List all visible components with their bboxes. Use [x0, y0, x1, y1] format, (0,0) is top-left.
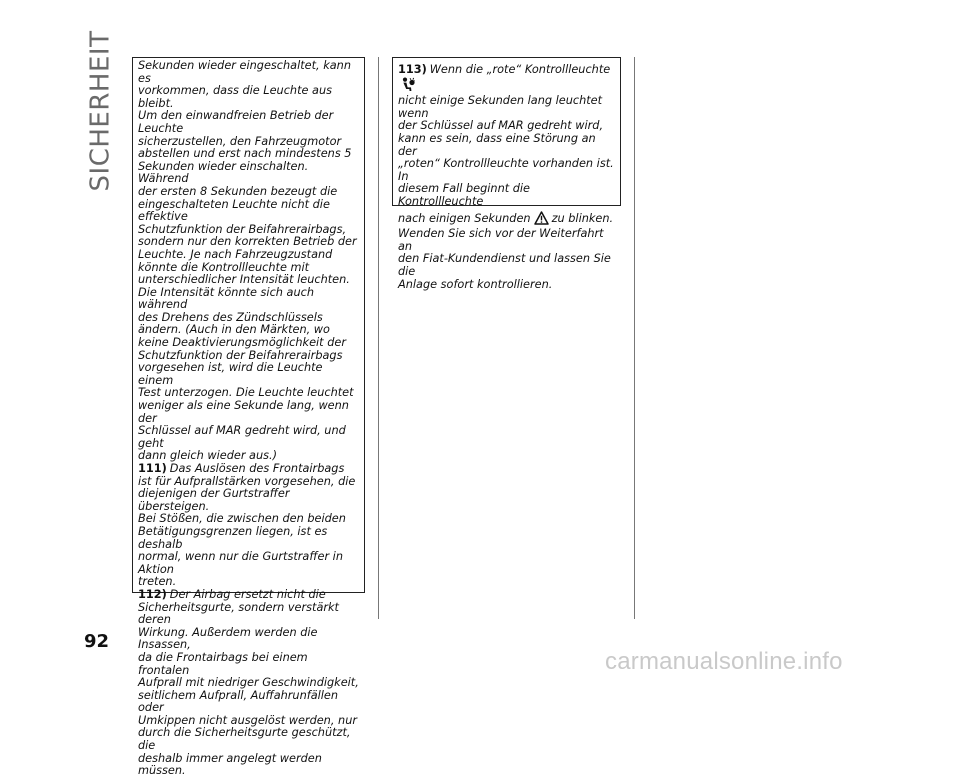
- note-112-body: [138, 602, 359, 778]
- column-divider-left: [378, 57, 379, 619]
- note-111-first-line: 111) Das Auslösen des Frontairbags: [138, 462, 345, 475]
- left-text-box: [132, 57, 365, 778]
- text-line: deshalb immer angelegt werden müssen.: [138, 751, 322, 778]
- section-title: [82, 30, 118, 192]
- page-number: 92: [84, 631, 110, 652]
- text-line: abstellen und erst nach mindestens 5: [138, 147, 352, 161]
- text-line: Sekunden wieder eingeschaltet, kann es: [138, 59, 352, 85]
- text-line: der Schlüssel auf MAR gedreht wird,: [398, 119, 604, 133]
- text-line: normal, wenn nur die Gurtstraffer in Aktion: [138, 550, 343, 576]
- note-111-body: [138, 476, 359, 589]
- text-line: sondern nur den korrekten Betrieb der: [138, 235, 357, 249]
- text-line: Schutzfunktion der Beifahrerairbags,: [138, 222, 347, 236]
- text-line: seitlichem Aufprall, Auffahrunfällen oder: [138, 688, 339, 715]
- right-text-box: [392, 57, 621, 291]
- text-line: „roten“ Kontrollleuchte vorhanden ist. In: [398, 157, 614, 183]
- note-113-closing: [398, 228, 615, 291]
- text-line: vorgesehen ist, wird die Leuchte einem: [138, 361, 323, 387]
- airbag-warning-icon: [401, 77, 415, 96]
- section-title-text: SICHERHEIT: [85, 30, 115, 192]
- note-112-number: 112): [138, 587, 167, 601]
- text-line: keine Deaktivierungsmöglichkeit der: [138, 336, 346, 350]
- text-line: den Fiat-Kundendienst und lassen Sie die: [398, 252, 611, 278]
- text-line: nicht einige Sekunden lang leuchtet wenn: [398, 94, 603, 120]
- note-113-first-line: 113) Wenn die „rote“ Kontrollleuchte: [398, 64, 615, 95]
- text-line: Um den einwandfreien Betrieb der Leuchte: [138, 109, 334, 135]
- intro-paragraph: [138, 60, 359, 463]
- text-line: durch die Sicherheitsgurte geschützt, die: [138, 726, 351, 753]
- note-111-number: 111): [138, 462, 167, 475]
- text-line: Sicherheitsgurte, sondern verstärkt deren: [138, 600, 339, 627]
- text-line: diejenigen der Gurtstraffer übersteigen.: [138, 487, 290, 513]
- text-line: treten.: [138, 575, 177, 589]
- text-line: vorkommen, dass die Leuchte aus bleibt.: [138, 84, 333, 110]
- text-line: Aufprall mit niedriger Geschwindigkeit,: [138, 676, 359, 690]
- text-line: eingeschalteten Leuchte nicht die effektive: [138, 197, 330, 224]
- watermark: carmanualsonline.info: [605, 648, 843, 675]
- text-line: kann es sein, dass eine Störung an der: [398, 131, 596, 158]
- text-line: Sekunden wieder einschalten. Während: [138, 159, 309, 186]
- text-line: Wirkung. Außerdem werden die Insassen,: [138, 625, 318, 652]
- text-line: unterschiedlicher Intensität leuchten.: [138, 273, 350, 287]
- text-line: Wenden Sie sich vor der Weiterfahrt an: [398, 227, 604, 253]
- text-line: Leuchte. Je nach Fahrzeugzustand: [138, 247, 333, 261]
- text-line: diesem Fall beginnt die Kontrollleuchte: [398, 182, 531, 208]
- text-line: Schutzfunktion der Beifahrerairbags: [138, 348, 343, 362]
- text-line: des Drehens des Zündschlüssels: [138, 310, 323, 324]
- text-line: Schlüssel auf MAR gedreht wird, und geht: [138, 424, 346, 450]
- text-line: weniger als eine Sekunde lang, wenn der: [138, 399, 349, 425]
- warning-triangle-icon: [534, 211, 549, 229]
- note-113-body: [398, 95, 615, 208]
- text-line: ist für Aufprallstärken vorgesehen, die: [138, 474, 356, 488]
- text-line: da die Frontairbags bei einem frontalen: [138, 650, 308, 677]
- text-line: Anlage sofort kontrollieren.: [398, 277, 553, 291]
- text-line: dann gleich wieder aus.): [138, 449, 278, 463]
- text-line: Die Intensität könnte sich auch während: [138, 285, 314, 312]
- note-113-number: 113): [398, 63, 427, 76]
- text-line: Bei Stößen, die zwischen den beiden: [138, 512, 346, 526]
- column-divider-right: [634, 57, 635, 619]
- text-line: der ersten 8 Sekunden bezeugt die: [138, 184, 338, 198]
- text-line: Umkippen nicht ausgelöst werden, nur: [138, 713, 357, 727]
- text-line: sicherzustellen, den Fahrzeugmotor: [138, 134, 342, 148]
- text-line: könnte die Kontrollleuchte mit: [138, 260, 310, 274]
- text-line: Betätigungsgrenzen liegen, ist es deshalb: [138, 524, 328, 551]
- note-113-blink-line: nach einigen Sekunden zu blinken.: [398, 211, 615, 229]
- text-line: ändern. (Auch in den Märkten, wo: [138, 323, 330, 337]
- note-112-first-line: 112) Der Airbag ersetzt nicht die: [138, 587, 326, 601]
- text-line: Test unterzogen. Die Leuchte leuchtet: [138, 386, 354, 400]
